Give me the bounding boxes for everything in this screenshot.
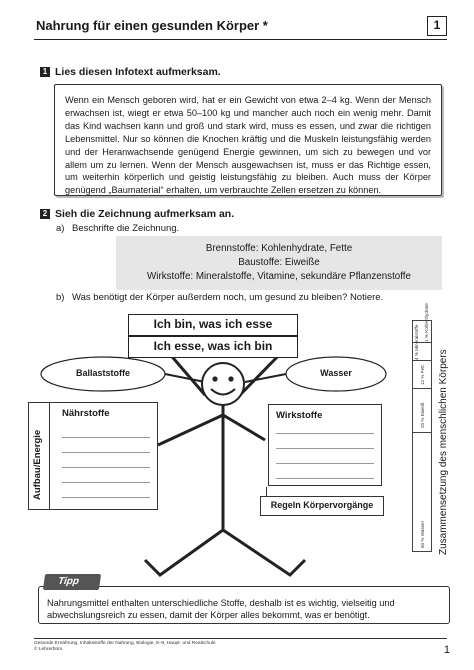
question-a-label: a) (56, 223, 65, 234)
right-leg (223, 530, 305, 575)
answer-line[interactable] (62, 467, 150, 468)
answer-line[interactable] (62, 452, 150, 453)
tipp-tag: Tipp (43, 574, 101, 590)
footer-text (34, 641, 216, 653)
motto-top: Ich bin, was ich esse (128, 314, 298, 336)
task-1-number: 1 (40, 67, 50, 77)
head (202, 363, 244, 405)
segment-label-fett: 12 % Fett (420, 365, 425, 385)
footer-line-1: Gesunde Ernährung, Inhaltsstoffe der Nahrung, Biologie, 5–8, Haupt- und Realschule (34, 641, 216, 646)
active-substances-title: Wirkstoffe (276, 410, 323, 421)
task-2-number: 2 (40, 209, 50, 219)
info-text: Wenn ein Mensch geboren wird, hat er ein Gewicht von etwa 2–4 kg. Wenn der Mensch erwachsen ist, wiegt er etwa 50–100 kg und mancher auch noch ein wenig mehr. Damit das Kind wachsen kann und groß und stark wird, muss es essen, und zwar die richtigen Lebensmittel. Nur so können die Knochen kräftig und die Muskeln leistungsfähig werden und der Heranwachsende genügend Energie gewinnen, um sich zu bewegen und vor allem um zu lernen. Wenn der Mensch ausgewachsen ist, muss er das Richtige essen, um weiterhin körperlich und geistig leistungsfähig zu bleiben. Auch muss der Körper genügend „Baumaterial“ erhalten, um verbrauchte Zellen ersetzen zu können. (65, 95, 431, 196)
left-arm (168, 352, 205, 395)
answer-line[interactable] (62, 482, 150, 483)
oval-right-label: Wasser (320, 368, 352, 378)
motto-bottom: Ich esse, was ich bin (128, 336, 298, 358)
footer-divider (34, 638, 447, 639)
answer-line[interactable] (276, 433, 374, 434)
task-2-heading-text: Sieh die Zeichnung aufmerksam an. (55, 208, 235, 220)
segment-label-mineralstoffe: 4 % Mineralstoffe (414, 324, 419, 360)
word-line-1: Brennstoffe: Kohlenhydrate, Fette (205, 243, 353, 254)
regulation-box: Regeln Körpervorgänge (260, 496, 384, 516)
segment-label-eiweiss: 20 % Eiweiß (420, 402, 425, 428)
nutrients-side-label: Aufbau/Energie (32, 429, 43, 500)
oval-left-label: Ballaststoffe (75, 368, 130, 378)
segment-label-wasser: 60 % Wasser (420, 520, 425, 548)
page-number-badge: 1 (427, 16, 447, 36)
answer-line[interactable] (62, 437, 150, 438)
question-a-text: Beschrifte die Zeichnung. (72, 223, 180, 234)
answer-line[interactable] (62, 497, 150, 498)
page-title: Nahrung für einen gesunden Körper * (36, 18, 268, 33)
composition-title: Zusammensetzung des menschlichen Körpers (438, 349, 449, 555)
question-b-label: b) (56, 292, 65, 303)
answer-line[interactable] (276, 463, 374, 464)
question-b-text: Was benötigt der Körper außerdem noch, um gesund zu bleiben? Notiere. (72, 292, 384, 303)
footer-page-number: 1 (443, 644, 450, 656)
tipp-text: Nahrungsmittel enthalten unterschiedliche Stoffe, deshalb ist es wichtig, vielseitig und abwechslungsreich zu essen, damit der Körper alles bekommt, was er benötigt. (47, 598, 395, 620)
left-leg (145, 530, 223, 575)
nutrients-panel-title: Nährstoffe (62, 408, 110, 419)
answer-line[interactable] (276, 478, 374, 479)
right-arm (240, 352, 282, 395)
segment-label-kohlenhydrate: 1 % Kohlenhydrate (424, 303, 429, 342)
footer-line-2: © Lehrerbüro (34, 647, 63, 652)
word-line-3: Wirkstoffe: Mineralstoffe, Vitamine, sekundäre Pflanzenstoffe (147, 271, 411, 282)
word-line-2: Baustoffe: Eiweiße (238, 257, 320, 268)
task-1-heading-text: Lies diesen Infotext aufmerksam. (55, 66, 221, 78)
connector (266, 487, 267, 497)
answer-line[interactable] (276, 448, 374, 449)
tipp-box (38, 586, 450, 624)
